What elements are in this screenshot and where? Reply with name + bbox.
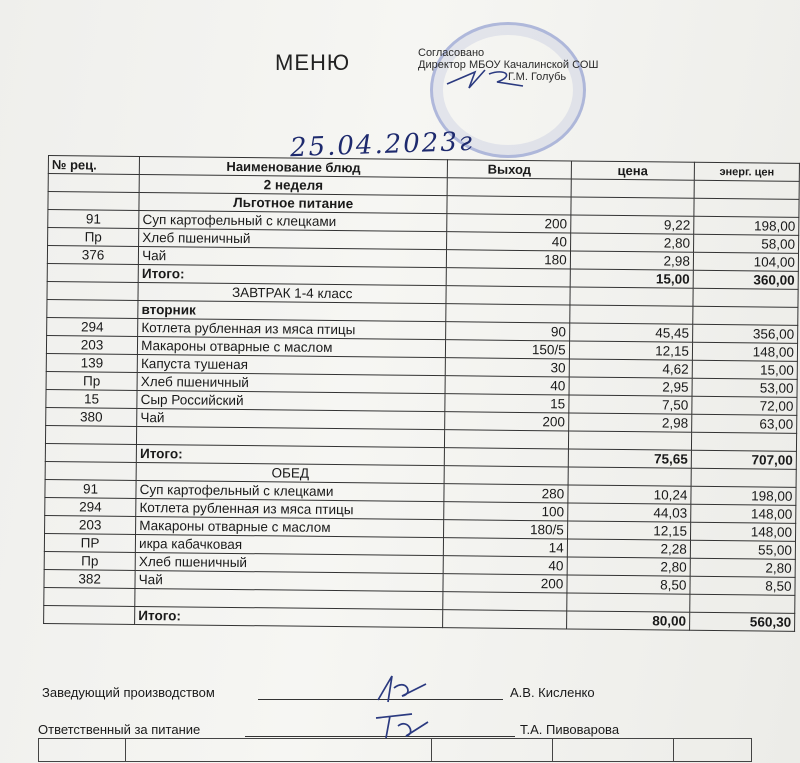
yield-cell: 200	[447, 214, 571, 233]
yield-cell: 90	[446, 322, 570, 341]
table-body	[44, 174, 800, 632]
recipe-number-cell: 294	[47, 317, 138, 336]
price-cell: 2,28	[567, 539, 690, 558]
price-cell: 45,45	[569, 323, 692, 342]
empty-cell	[570, 287, 693, 306]
recipe-number-cell: 382	[44, 569, 135, 588]
dish-name-cell: Котлета рубленная из мяса птицы	[138, 318, 446, 339]
empty-cell	[443, 592, 567, 611]
recipe-number-cell: Пр	[44, 551, 135, 570]
price-cell: 12,15	[569, 341, 692, 360]
energy-cell: 63,00	[692, 414, 797, 433]
production-signature	[372, 672, 432, 706]
empty-cell	[446, 286, 570, 305]
empty-cell	[48, 174, 139, 193]
price-cell: 2,80	[570, 233, 693, 252]
yield-cell: 180/5	[444, 520, 568, 539]
total-energy-cell: 560,30	[690, 612, 795, 631]
col-header-yield: Выход	[447, 160, 571, 179]
empty-cell	[45, 425, 136, 444]
col-header-price: цена	[571, 161, 694, 180]
yield-cell: 40	[443, 556, 567, 575]
yield-cell: 200	[443, 574, 567, 593]
empty-cell	[571, 197, 694, 216]
approval-line-2: Директор МБОУ Качалинской СОШ	[418, 59, 599, 71]
recipe-number-cell: 91	[48, 210, 139, 229]
energy-cell: 148,00	[691, 504, 796, 523]
energy-cell: 198,00	[691, 486, 796, 505]
yield-cell: 40	[445, 376, 569, 395]
energy-cell: 8,50	[690, 576, 795, 595]
approval-block	[418, 47, 598, 83]
empty-cell	[44, 605, 135, 624]
empty-cell	[47, 281, 138, 300]
section-title-cell: 2 неделя	[139, 174, 447, 195]
price-cell: 7,50	[569, 395, 692, 414]
empty-cell	[571, 179, 694, 198]
empty-cell	[447, 178, 571, 197]
recipe-number-cell: 15	[46, 389, 137, 408]
empty-cell	[691, 432, 796, 451]
section-title-cell: Льготное питание	[139, 192, 447, 213]
total-price-cell: 80,00	[566, 611, 689, 630]
dish-name-cell: Капуста тушеная	[137, 354, 445, 375]
empty-cell	[45, 443, 136, 462]
recipe-number-cell: 203	[45, 515, 136, 534]
total-price-cell: 75,65	[568, 449, 691, 468]
energy-cell: 55,00	[690, 540, 795, 559]
yield-cell: 14	[443, 538, 567, 557]
energy-cell: 15,00	[692, 360, 797, 379]
approval-line-3: Г.М. Голубь	[508, 71, 567, 83]
production-name: А.В. Кисленко	[510, 685, 595, 700]
total-label-cell: Итого:	[135, 606, 443, 627]
dish-name-cell: Хлеб пшеничный	[137, 372, 445, 393]
total-energy-cell: 360,00	[693, 270, 798, 289]
empty-cell	[568, 431, 691, 450]
price-cell: 2,98	[568, 413, 691, 432]
total-label-cell: Итого:	[136, 444, 444, 465]
empty-cell	[694, 180, 799, 199]
recipe-number-cell: Пр	[46, 371, 137, 390]
empty-cell	[45, 461, 136, 480]
recipe-number-cell: Пр	[48, 228, 139, 247]
yield-cell: 40	[447, 232, 571, 251]
empty-cell	[445, 430, 569, 449]
total-label-cell: Итого:	[138, 264, 446, 285]
dish-name-cell: Макароны отварные с маслом	[136, 516, 444, 537]
col-header-energy: энерг. цен	[694, 162, 799, 181]
empty-cell	[693, 306, 798, 325]
col-header-dish: Наименование блюд	[139, 156, 447, 177]
recipe-number-cell: 376	[47, 246, 138, 265]
recipe-number-cell: ПР	[44, 533, 135, 552]
energy-cell: 356,00	[693, 324, 798, 343]
section-title-cell: ЗАВТРАК 1-4 класс	[138, 282, 446, 303]
energy-cell: 2,80	[690, 558, 795, 577]
empty-cell	[693, 288, 798, 307]
yield-cell: 150/5	[446, 340, 570, 359]
empty-cell	[48, 192, 139, 211]
yield-cell: 30	[445, 358, 569, 377]
production-label: Заведующий производством	[42, 685, 215, 700]
empty-cell	[570, 305, 693, 324]
empty-cell	[691, 468, 796, 487]
empty-cell	[690, 594, 795, 613]
section-title-cell: вторник	[138, 300, 446, 321]
dish-name-cell: Котлета рубленная из мяса птицы	[136, 498, 444, 519]
dish-name-cell: Хлеб пшеничный	[135, 552, 443, 573]
energy-cell: 104,00	[693, 252, 798, 271]
price-cell: 10,24	[568, 485, 691, 504]
recipe-number-cell: 294	[45, 497, 136, 516]
nutrition-signature	[372, 708, 432, 742]
nutrition-name: Т.А. Пивоварова	[520, 722, 620, 737]
empty-cell	[446, 304, 570, 323]
dish-name-cell: Чай	[135, 570, 443, 591]
price-cell: 2,95	[569, 377, 692, 396]
price-cell: 4,62	[569, 359, 692, 378]
yield-cell: 180	[446, 250, 570, 269]
approval-line-1: Согласовано	[418, 47, 485, 59]
total-price-cell: 15,00	[570, 269, 693, 288]
recipe-number-cell: 91	[45, 479, 136, 498]
empty-cell	[443, 610, 567, 629]
price-cell: 44,03	[567, 503, 690, 522]
empty-cell	[444, 466, 568, 485]
col-header-recipe: № рец.	[48, 156, 139, 175]
empty-cell	[567, 593, 690, 612]
recipe-number-cell: 203	[46, 335, 137, 354]
yield-cell: 100	[444, 502, 568, 521]
section-title-cell: ОБЕД	[136, 462, 444, 483]
empty-cell	[568, 467, 691, 486]
price-cell: 9,22	[570, 215, 693, 234]
energy-cell: 53,00	[692, 378, 797, 397]
dish-name-cell: икра кабачковая	[136, 534, 444, 555]
recipe-number-cell: 139	[46, 353, 137, 372]
page-title: МЕНЮ	[275, 50, 351, 75]
empty-bottom-row	[38, 738, 752, 762]
yield-cell: 200	[445, 412, 569, 431]
empty-cell	[447, 196, 571, 215]
dish-name-cell: Макароны отварные с маслом	[138, 336, 446, 357]
nutrition-label: Ответственный за питание	[38, 722, 201, 737]
yield-cell: 280	[444, 484, 568, 503]
total-energy-cell: 707,00	[691, 450, 796, 469]
energy-cell: 198,00	[694, 216, 799, 235]
dish-name-cell: Хлеб пшеничный	[139, 228, 447, 249]
dish-name-cell: Суп картофельный с клецками	[139, 210, 447, 231]
empty-cell	[47, 263, 138, 282]
empty-cell	[446, 268, 570, 287]
energy-cell: 72,00	[692, 396, 797, 415]
empty-cell	[44, 587, 135, 606]
dish-name-cell: Чай	[139, 246, 447, 267]
price-cell: 8,50	[567, 575, 690, 594]
price-cell: 2,98	[570, 251, 693, 270]
energy-cell: 148,00	[690, 522, 795, 541]
empty-cell	[444, 448, 568, 467]
dish-name-cell: Чай	[137, 408, 445, 429]
yield-cell: 15	[445, 394, 569, 413]
empty-cell	[47, 299, 138, 318]
menu-date: 25.04.2023г	[289, 126, 475, 164]
dish-name-cell: Сыр Российский	[137, 390, 445, 411]
price-cell: 12,15	[567, 521, 690, 540]
dish-name-cell: Суп картофельный с клецками	[136, 480, 444, 501]
energy-cell: 148,00	[692, 342, 797, 361]
empty-cell	[694, 198, 799, 217]
energy-cell: 58,00	[693, 234, 798, 253]
price-cell: 2,80	[567, 557, 690, 576]
recipe-number-cell: 380	[46, 407, 137, 426]
menu-table	[43, 155, 800, 632]
